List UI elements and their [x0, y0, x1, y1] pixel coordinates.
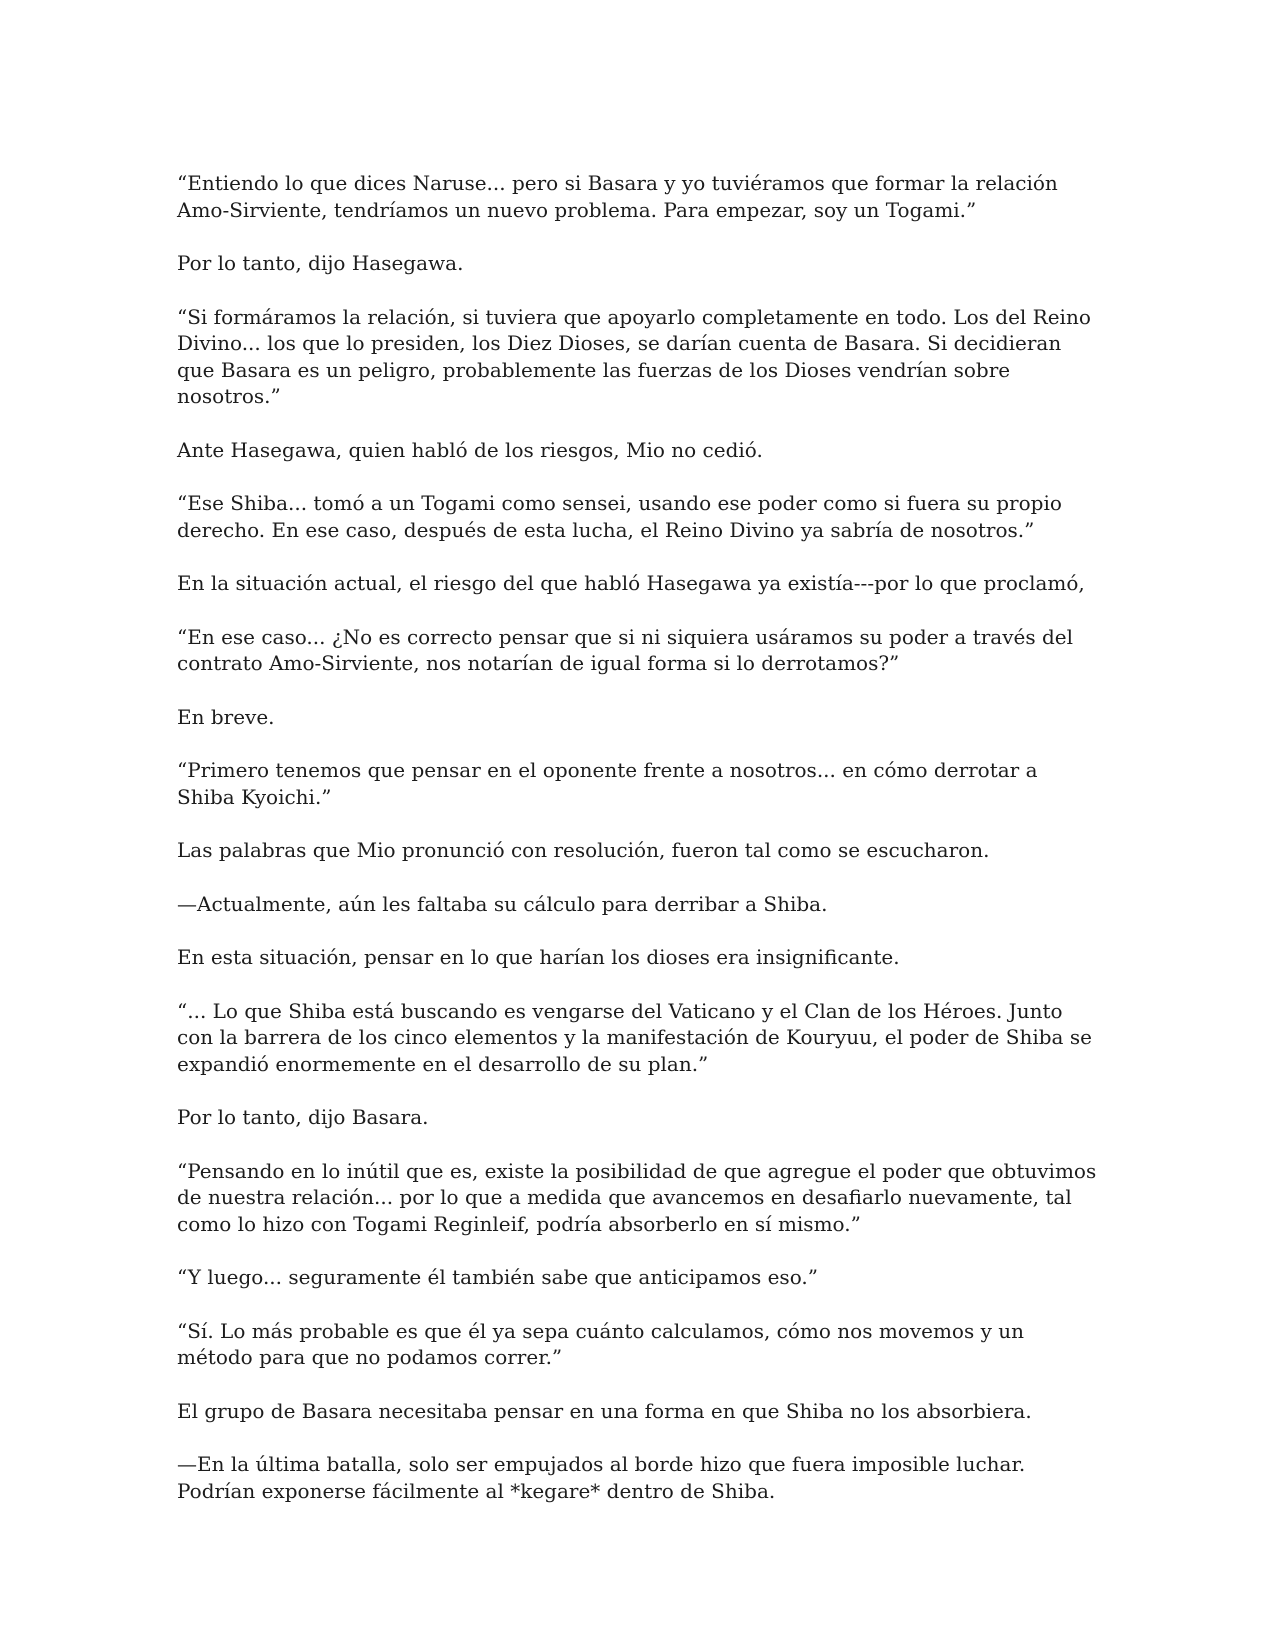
- paragraph: El grupo de Basara necesitaba pensar en una forma en que Shiba no los absorbiera.: [177, 1398, 1032, 1423]
- paragraph: “Y luego... seguramente él también sabe que anticipamos eso.”: [177, 1265, 818, 1289]
- paragraph: En la situación actual, el riesgo del que habló Hasegawa ya existía---por lo que proclamó,: [177, 571, 1085, 595]
- document-body: [177, 170, 1097, 1531]
- paragraph: En esta situación, pensar en lo que harían los dioses era insignificante.: [177, 945, 900, 969]
- paragraph: “Sí. Lo más probable es que él ya sepa cuánto calculamos, cómo nos movemos y un método para que no podamos correr.”: [177, 1318, 1025, 1369]
- paragraph: “Pensando en lo inútil que es, existe la posibilidad de que agregue el poder que obtuvimos de nuestra relación... por lo que a medida que avancemos en desafiarlo nuevamente, tal como lo hizo con Togami Reginleif, podría absorberlo en sí mismo.”: [177, 1158, 1097, 1236]
- paragraph: “Si formáramos la relación, si tuviera que apoyarlo completamente en todo. Los del Reino Divino... los que lo presiden, los Diez Dioses, se darían cuenta de Basara. Si decidieran que Basara es un peligro, probablemente las fuerzas de los Dioses vendrían sobre nosotros.”: [177, 304, 1091, 408]
- paragraph: Por lo tanto, dijo Basara.: [177, 1105, 429, 1129]
- paragraph: —En la última batalla, solo ser empujados al borde hizo que fuera imposible luchar. Podrían exponerse fácilmente al *kegare* dentro de Shiba.: [177, 1452, 1026, 1503]
- paragraph: “Ese Shiba... tomó a un Togami como sensei, usando ese poder como si fuera su propio derecho. En ese caso, después de esta lucha, el Reino Divino ya sabría de nosotros.”: [177, 491, 1062, 542]
- paragraph: —Actualmente, aún les faltaba su cálculo para derribar a Shiba.: [177, 891, 828, 916]
- paragraph: “En ese caso... ¿No es correcto pensar que si ni siquiera usáramos su poder a través del contrato Amo-Sirviente, nos notarían de igual forma si lo derrotamos?”: [177, 624, 1074, 675]
- paragraph: “Entiendo lo que dices Naruse... pero si Basara y yo tuviéramos que formar la relación Amo-Sirviente, tendríamos un nuevo problema. Para empezar, soy un Togami.”: [177, 171, 1058, 222]
- paragraph: Las palabras que Mio pronunció con resolución, fueron tal como se escucharon.: [177, 838, 990, 862]
- paragraph: Por lo tanto, dijo Hasegawa.: [177, 251, 464, 275]
- paragraph: Ante Hasegawa, quien habló de los riesgos, Mio no cedió.: [177, 437, 763, 462]
- paragraph: En breve.: [177, 704, 275, 729]
- paragraph: “... Lo que Shiba está buscando es vengarse del Vaticano y el Clan de los Héroes. Junto con la barrera de los cinco elementos y la manifestación de Kouryuu, el poder de Shiba se expandió enormemente en el desarrollo de su plan.”: [177, 998, 1092, 1076]
- paragraph: “Primero tenemos que pensar en el oponente frente a nosotros... en cómo derrotar a Shiba Kyoichi.”: [177, 758, 1038, 809]
